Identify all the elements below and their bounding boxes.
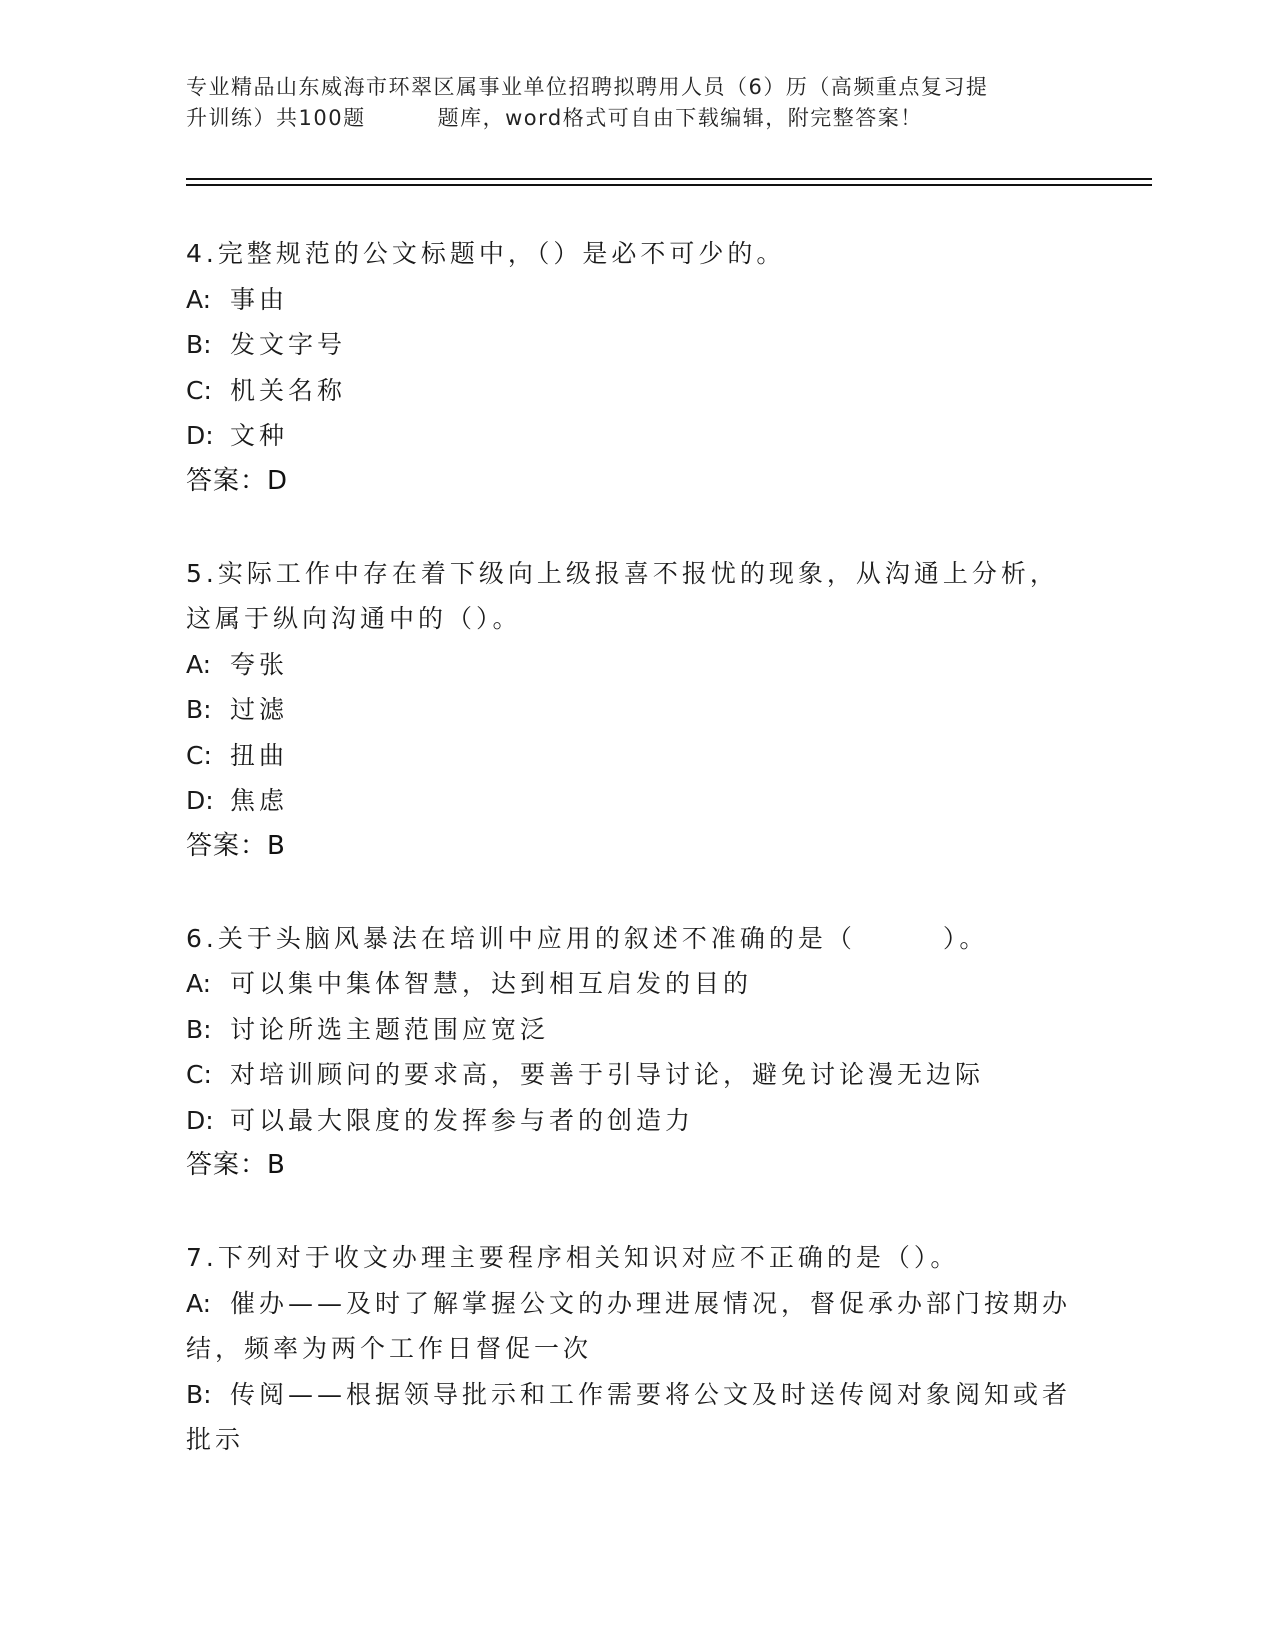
header-line-2-right: 题库，word格式可自由下载编辑，附完整答案！ <box>437 106 923 130</box>
option-text: 事由 <box>230 284 289 314</box>
question-list <box>186 231 1086 1510</box>
option-text: 焦虑 <box>230 786 289 815</box>
option-letter: B: <box>186 1379 212 1409</box>
option-letter: C: <box>186 375 212 405</box>
answer-line: 答案：B <box>186 1150 286 1180</box>
option-text: 文种 <box>230 421 289 450</box>
option-b-continued: 批示 <box>186 1425 245 1454</box>
option-text: 机关名称 <box>230 375 347 405</box>
document-header <box>186 72 1066 134</box>
question-stem: 5.实际工作中存在着下级向上级报喜不报忧的现象，从沟通上分析， <box>186 558 1059 588</box>
header-line-2 <box>186 103 1066 134</box>
header-rule-top <box>186 178 1152 180</box>
question-stem: 7.下列对于收文办理主要程序相关知识对应不正确的是（）。 <box>186 1243 960 1272</box>
answer-line: 答案：D <box>186 465 289 496</box>
question-5 <box>186 551 1086 869</box>
option-letter: B: <box>186 330 212 359</box>
option-text: 发文字号 <box>230 330 347 359</box>
option-b <box>186 322 1086 368</box>
option-a <box>186 277 1086 323</box>
option-letter: C: <box>186 1060 212 1089</box>
question-stem-continued: 这属于纵向沟通中的（）。 <box>186 604 522 633</box>
header-line-1: 专业精品山东威海市环翠区属事业单位招聘拟聘用人员（6）历（高频重点复习提 <box>186 75 989 99</box>
option-letter: A: <box>186 1288 212 1318</box>
question-6 <box>186 916 1086 1189</box>
option-text: 传阅——根据领导批示和工作需要将公文及时送传阅对象阅知或者 <box>230 1379 1072 1409</box>
option-b <box>186 1372 1086 1418</box>
option-text: 扭曲 <box>230 740 289 770</box>
option-text: 可以最大限度的发挥参与者的创造力 <box>230 1105 695 1135</box>
option-d <box>186 1098 1086 1144</box>
question-stem: 4.完整规范的公文标题中，（）是必不可少的。 <box>186 239 786 268</box>
header-rule-bottom <box>186 184 1152 186</box>
option-d <box>186 413 1086 459</box>
option-letter: D: <box>186 786 214 815</box>
option-b <box>186 1007 1086 1053</box>
option-a <box>186 1281 1086 1327</box>
question-stem: 6.关于头脑风暴法在培训中应用的叙述不准确的是（ ）。 <box>186 923 989 953</box>
option-text: 可以集中集体智慧，达到相互启发的目的 <box>230 969 753 998</box>
option-text: 对培训顾问的要求高，要善于引导讨论，避免讨论漫无边际 <box>230 1060 985 1089</box>
option-text: 催办——及时了解掌握公文的办理进展情况，督促承办部门按期办 <box>230 1288 1072 1318</box>
answer-line: 答案：B <box>186 830 286 861</box>
option-letter: C: <box>186 740 212 770</box>
option-letter: D: <box>186 421 214 450</box>
option-text: 夸张 <box>230 649 289 679</box>
question-7 <box>186 1235 1086 1463</box>
option-b <box>186 687 1086 733</box>
option-letter: A: <box>186 649 212 679</box>
header-line-2-left: 升训练）共100题 <box>186 106 366 130</box>
option-letter: B: <box>186 1014 212 1044</box>
option-c <box>186 1052 1086 1098</box>
option-a-continued: 结，频率为两个工作日督促一次 <box>186 1334 593 1363</box>
option-letter: D: <box>186 1105 214 1135</box>
option-c <box>186 368 1086 414</box>
option-d <box>186 778 1086 824</box>
option-a <box>186 642 1086 688</box>
question-4 <box>186 231 1086 504</box>
option-letter: A: <box>186 969 212 998</box>
option-text: 过滤 <box>230 695 289 724</box>
option-c <box>186 733 1086 779</box>
option-text: 讨论所选主题范围应宽泛 <box>230 1014 550 1044</box>
option-letter: A: <box>186 284 212 314</box>
option-letter: B: <box>186 695 212 724</box>
option-a <box>186 961 1086 1007</box>
